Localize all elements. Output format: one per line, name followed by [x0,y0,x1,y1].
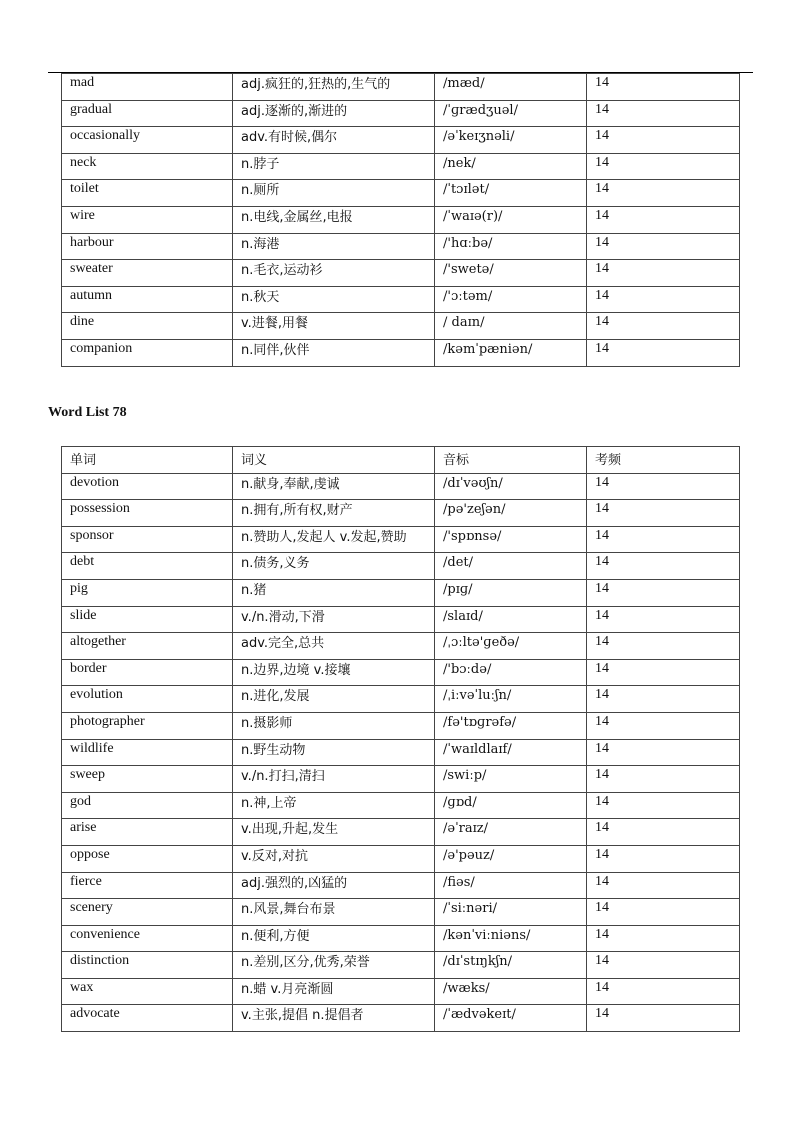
word-cell: photographer [62,712,233,739]
meaning-cell: n.进化,发展 [233,686,435,713]
meaning-cell: n.边界,边境 v.接壤 [233,659,435,686]
meaning-cell: v.主张,提倡 n.提倡者 [233,1005,435,1032]
frequency-cell: 14 [587,792,740,819]
meaning-cell: n.野生动物 [233,739,435,766]
frequency-cell: 14 [587,286,740,313]
frequency-cell: 14 [587,127,740,154]
meaning-cell: n.毛衣,运动衫 [233,260,435,287]
table-row [62,686,740,713]
word-cell: slide [62,606,233,633]
frequency-cell: 14 [587,952,740,979]
word-cell: companion [62,339,233,366]
table-row [62,206,740,233]
meaning-cell: adj.强烈的,凶猛的 [233,872,435,899]
table-row [62,952,740,979]
phonetic-cell: /ˌɔːltə'ɡeðə/ [435,633,587,660]
table-row [62,845,740,872]
phonetic-cell: /fiəs/ [435,872,587,899]
frequency-cell: 14 [587,526,740,553]
word-cell: arise [62,819,233,846]
phonetic-cell: /ə'pəuz/ [435,845,587,872]
meaning-cell: n.拥有,所有权,财产 [233,500,435,527]
word-table-78 [61,446,740,1032]
frequency-cell: 14 [587,100,740,127]
frequency-cell: 14 [587,500,740,527]
word-cell: oppose [62,845,233,872]
table-row [62,339,740,366]
table-row [62,792,740,819]
table-row [62,500,740,527]
meaning-cell: adv.有时候,偶尔 [233,127,435,154]
word-cell: devotion [62,473,233,500]
meaning-cell: n.赞助人,发起人 v.发起,赞助 [233,526,435,553]
phonetic-cell: /ɡɒd/ [435,792,587,819]
word-cell: sweater [62,260,233,287]
phonetic-cell: /əˈraɪz/ [435,819,587,846]
word-cell: debt [62,553,233,580]
meaning-cell: n.献身,奉献,虔诚 [233,473,435,500]
phonetic-cell: /dɪˈvəʊʃn/ [435,473,587,500]
phonetic-cell: /'swetə/ [435,260,587,287]
word-cell: sponsor [62,526,233,553]
table-row [62,127,740,154]
meaning-cell: v.出现,升起,发生 [233,819,435,846]
meaning-cell: n.摄影师 [233,712,435,739]
phonetic-cell: /ˈɡrædʒuəl/ [435,100,587,127]
frequency-cell: 14 [587,606,740,633]
phonetic-cell: /det/ [435,553,587,580]
word-cell: gradual [62,100,233,127]
meaning-cell: v./n.打扫,清扫 [233,766,435,793]
table-row [62,659,740,686]
word-cell: altogether [62,633,233,660]
meaning-cell: n.蜡 v.月亮渐圆 [233,978,435,1005]
table-row [62,633,740,660]
phonetic-cell: /əˈkeɪʒnəli/ [435,127,587,154]
meaning-cell: adj.逐渐的,渐进的 [233,100,435,127]
word-cell: pig [62,579,233,606]
phonetic-cell: /ˈædvəkeɪt/ [435,1005,587,1032]
table-row [62,233,740,260]
table-row [62,712,740,739]
word-cell: advocate [62,1005,233,1032]
frequency-cell: 14 [587,233,740,260]
phonetic-cell: /ˈsiːnəri/ [435,899,587,926]
table-row [62,526,740,553]
meaning-cell: adj.疯狂的,狂热的,生气的 [233,74,435,101]
meaning-cell: n.秋天 [233,286,435,313]
meaning-cell: n.便利,方便 [233,925,435,952]
word-cell: wire [62,206,233,233]
frequency-cell: 14 [587,313,740,340]
meaning-cell: n.猪 [233,579,435,606]
meaning-cell: n.风景,舞台布景 [233,899,435,926]
word-cell: god [62,792,233,819]
frequency-cell: 14 [587,260,740,287]
meaning-cell: n.海港 [233,233,435,260]
table-row [62,766,740,793]
word-cell: possession [62,500,233,527]
table-row [62,153,740,180]
table-row [62,739,740,766]
meaning-cell: v.反对,对抗 [233,845,435,872]
word-cell: autumn [62,286,233,313]
meaning-cell: n.电线,金属丝,电报 [233,206,435,233]
meaning-cell: adv.完全,总共 [233,633,435,660]
phonetic-cell: /'spɒnsə/ [435,526,587,553]
frequency-cell: 14 [587,633,740,660]
table-row [62,872,740,899]
frequency-cell: 14 [587,899,740,926]
table-row [62,1005,740,1032]
frequency-cell: 14 [587,74,740,101]
meaning-cell: n.厕所 [233,180,435,207]
word-cell: toilet [62,180,233,207]
table-row [62,260,740,287]
table-row [62,180,740,207]
frequency-cell: 14 [587,978,740,1005]
frequency-cell: 14 [587,766,740,793]
word-cell: neck [62,153,233,180]
frequency-cell: 14 [587,1005,740,1032]
word-table-body [62,473,740,1031]
table-header [62,447,740,474]
frequency-cell: 14 [587,739,740,766]
word-cell: sweep [62,766,233,793]
frequency-cell: 14 [587,686,740,713]
table-row [62,978,740,1005]
phonetic-cell: /slaɪd/ [435,606,587,633]
table-row [62,553,740,580]
word-cell: convenience [62,925,233,952]
phonetic-cell: / daɪn/ [435,313,587,340]
phonetic-cell: /nek/ [435,153,587,180]
phonetic-cell: /pə'zeʃən/ [435,500,587,527]
frequency-cell: 14 [587,659,740,686]
table-row [62,606,740,633]
frequency-cell: 14 [587,925,740,952]
phonetic-cell: /ˈtɔɪlət/ [435,180,587,207]
phonetic-cell: /kənˈviːniəns/ [435,925,587,952]
frequency-cell: 14 [587,553,740,580]
phonetic-cell: /kəmˈpæniən/ [435,339,587,366]
word-table-continued [61,73,740,367]
phonetic-cell: /dɪˈstɪŋkʃn/ [435,952,587,979]
table-row [62,473,740,500]
header-word: 单词 [62,447,233,474]
phonetic-cell: /ˈwaɪə(r)/ [435,206,587,233]
frequency-cell: 14 [587,153,740,180]
table-row [62,100,740,127]
phonetic-cell: /fə'tɒɡrəfə/ [435,712,587,739]
meaning-cell: n.同伴,伙伴 [233,339,435,366]
header-frequency: 考频 [587,447,740,474]
word-cell: evolution [62,686,233,713]
frequency-cell: 14 [587,579,740,606]
phonetic-cell: /ˌiːvəˈluːʃn/ [435,686,587,713]
header-meaning: 词义 [233,447,435,474]
phonetic-cell: /'hɑːbə/ [435,233,587,260]
section-title: Word List 78 [48,405,127,420]
frequency-cell: 14 [587,180,740,207]
meaning-cell: n.差别,区分,优秀,荣誉 [233,952,435,979]
phonetic-cell: /wæks/ [435,978,587,1005]
phonetic-cell: /'ɔːtəm/ [435,286,587,313]
frequency-cell: 14 [587,819,740,846]
word-cell: scenery [62,899,233,926]
table-row [62,899,740,926]
header-phonetic: 音标 [435,447,587,474]
frequency-cell: 14 [587,473,740,500]
meaning-cell: n.神,上帝 [233,792,435,819]
meaning-cell: v.进餐,用餐 [233,313,435,340]
table-row [62,286,740,313]
frequency-cell: 14 [587,872,740,899]
frequency-cell: 14 [587,339,740,366]
word-cell: wax [62,978,233,1005]
word-table-body [62,74,740,367]
phonetic-cell: /pɪɡ/ [435,579,587,606]
table-row [62,819,740,846]
word-cell: wildlife [62,739,233,766]
word-cell: dine [62,313,233,340]
meaning-cell: n.债务,义务 [233,553,435,580]
word-cell: distinction [62,952,233,979]
table-row [62,925,740,952]
phonetic-cell: /swiːp/ [435,766,587,793]
word-cell: fierce [62,872,233,899]
frequency-cell: 14 [587,712,740,739]
phonetic-cell: /mæd/ [435,74,587,101]
phonetic-cell: /'bɔːdə/ [435,659,587,686]
word-cell: harbour [62,233,233,260]
word-cell: border [62,659,233,686]
phonetic-cell: /ˈwaɪldlaɪf/ [435,739,587,766]
meaning-cell: n.脖子 [233,153,435,180]
table-row [62,579,740,606]
meaning-cell: v./n.滑动,下滑 [233,606,435,633]
table-row [62,313,740,340]
frequency-cell: 14 [587,206,740,233]
word-cell: mad [62,74,233,101]
table-row [62,74,740,101]
word-cell: occasionally [62,127,233,154]
frequency-cell: 14 [587,845,740,872]
header-row [62,447,740,474]
